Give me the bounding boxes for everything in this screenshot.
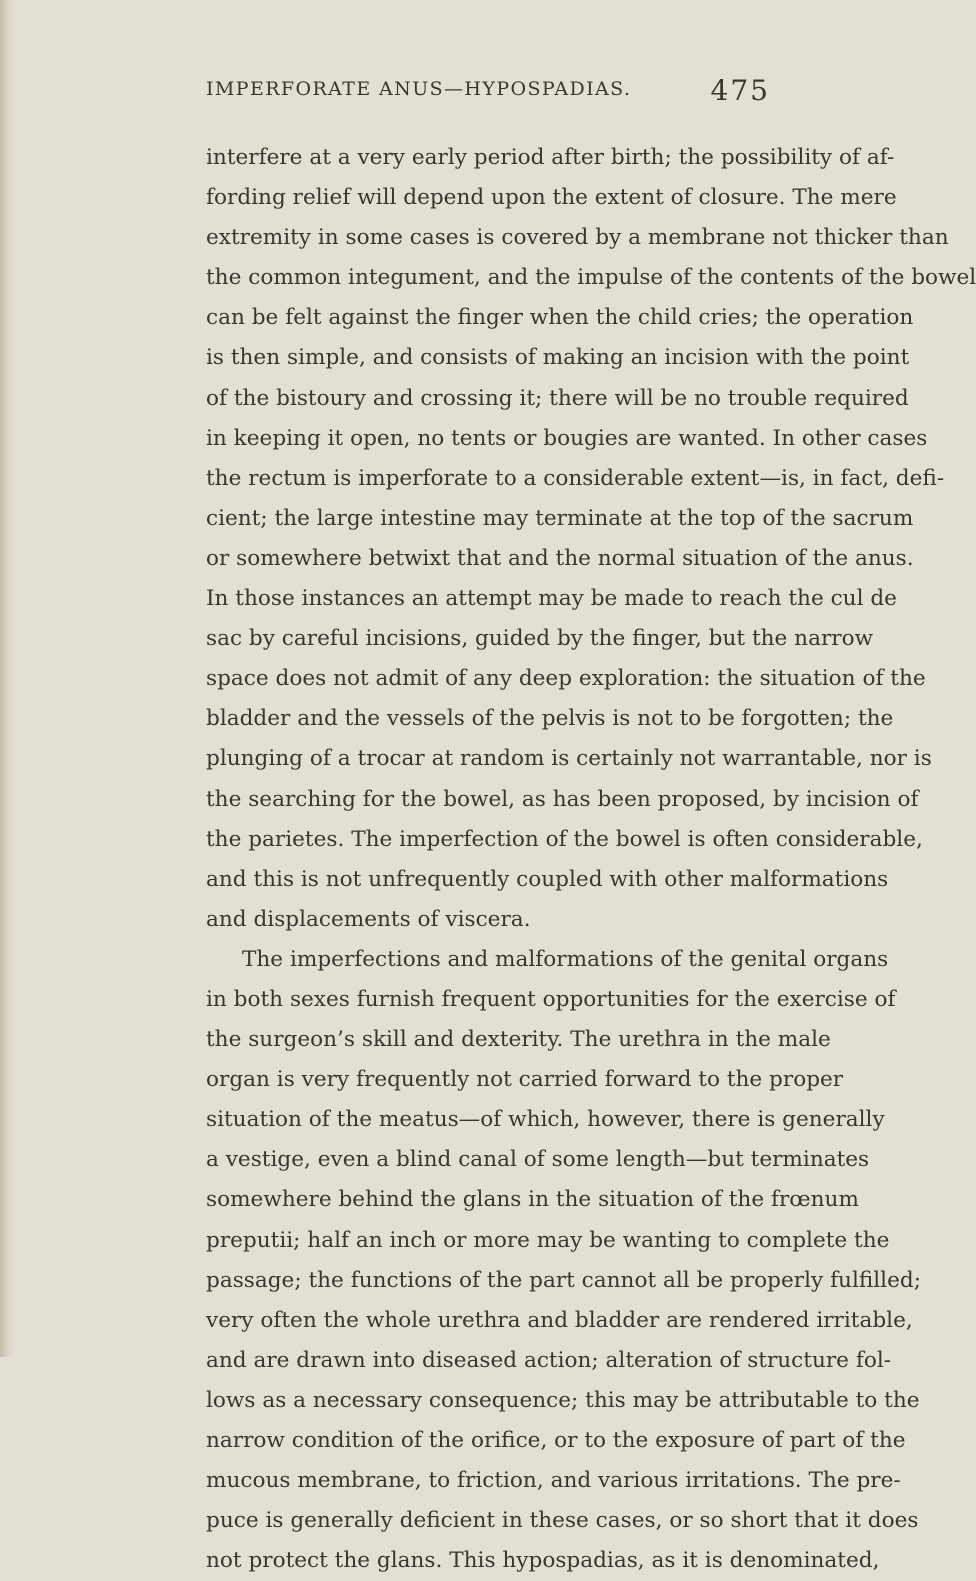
- text-line: of the bistoury and crossing it; there will be no trouble required: [206, 385, 909, 411]
- text-line: sac by careful incisions, guided by the finger, but the narrow: [206, 626, 874, 652]
- text-line: and this is not unfrequently coupled with other malformations: [206, 866, 889, 892]
- text-line: In those instances an attempt may be made to reach the cul de: [206, 586, 897, 612]
- text-line: situation of the meatus—of which, however, there is generally: [206, 1107, 885, 1133]
- text-line: or somewhere betwixt that and the normal situation of the anus.: [206, 545, 914, 571]
- page-number: 475: [710, 74, 770, 107]
- text-line: and are drawn into diseased action; alteration of structure fol-: [206, 1347, 892, 1373]
- text-line: extremity in some cases is covered by a membrane not thicker than: [206, 225, 949, 251]
- text-line: a vestige, even a blind canal of some length—but terminates: [206, 1147, 870, 1173]
- text-line: fording relief will depend upon the extent of closure. The mere: [206, 185, 897, 211]
- text-line: the searching for the bowel, as has been proposed, by incision of: [206, 786, 919, 812]
- running-header: [206, 74, 770, 112]
- text-line: preputii; half an inch or more may be wanting to complete the: [206, 1227, 890, 1253]
- text-line: not protect the glans. This hypospadias, as it is denominated,: [206, 1548, 880, 1574]
- text-line: interfere at a very early period after birth; the possibility of af-: [206, 145, 895, 170]
- text-line: the rectum is imperforate to a considerable extent—is, in fact, defi-: [206, 465, 945, 491]
- text-line: passage; the functions of the part cannot all be properly fulfilled;: [206, 1267, 921, 1293]
- text-line: somewhere behind the glans in the situation of the frœnum: [206, 1187, 859, 1213]
- text-line: is then simple, and consists of making an incision with the point: [206, 345, 910, 371]
- text-line: in keeping it open, no tents or bougies are wanted. In other cases: [206, 425, 928, 451]
- text-line: puce is generally deficient in these cases, or so short that it does: [206, 1508, 919, 1534]
- text-line: the common integument, and the impulse of the contents of the bowel: [206, 265, 976, 291]
- text-line: in both sexes furnish frequent opportunities for the exercise of: [206, 986, 896, 1012]
- text-line: very often the whole urethra and bladder are rendered irritable,: [206, 1307, 913, 1333]
- text-line: can be felt against the finger when the child cries; the operation: [206, 305, 914, 331]
- page-edge: [0, 0, 14, 1357]
- running-head-title: IMPERFORATE ANUS—HYPOSPADIAS.: [206, 78, 632, 100]
- text-line: narrow condition of the orifice, or to the exposure of part of the: [206, 1428, 906, 1453]
- text-line: organ is very frequently not carried forward to the proper: [206, 1067, 844, 1093]
- text-line-paragraph-end: and displacements of viscera.: [206, 906, 531, 932]
- text-line: plunging of a trocar at random is certainly not warrantable, nor is: [206, 746, 932, 772]
- text-line: space does not admit of any deep exploration: the situation of the: [206, 666, 926, 692]
- text-line: lows as a necessary consequence; this may be attributable to the: [206, 1387, 920, 1413]
- text-line: the parietes. The imperfection of the bowel is often considerable,: [206, 826, 923, 852]
- text-line-paragraph-start: The imperfections and malformations of the genital organs: [242, 946, 889, 972]
- body-text: [206, 138, 976, 1581]
- text-line: the surgeon’s skill and dexterity. The urethra in the male: [206, 1027, 831, 1053]
- text-line: mucous membrane, to friction, and various irritations. The pre-: [206, 1468, 901, 1494]
- text-line: cient; the large intestine may terminate at the top of the sacrum: [206, 505, 914, 531]
- text-line: bladder and the vessels of the pelvis is not to be forgotten; the: [206, 706, 894, 732]
